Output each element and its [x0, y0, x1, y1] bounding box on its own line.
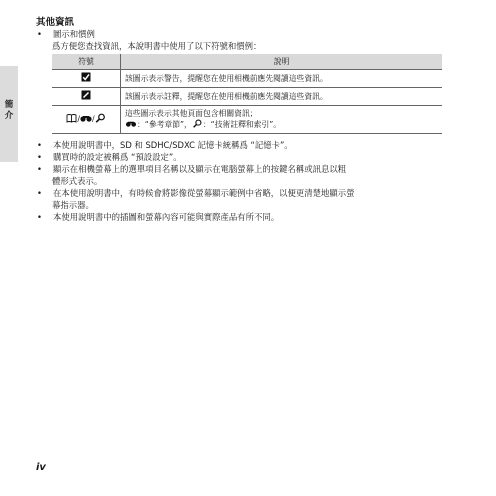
section-title: 其他資訊 [36, 17, 75, 28]
page-number: iv [36, 462, 46, 473]
note-pencil-icon [81, 90, 91, 103]
table-header-symbol: 符號 [52, 54, 121, 70]
bullet-dot: • [37, 140, 42, 150]
list-item-text: 本使用說明書中的插圖和螢幕內容可能與實際產品有所不同。 [53, 212, 280, 222]
caution-mark-icon [81, 72, 91, 85]
reference-desc-line1: 這些圖示表示其他頁面包含相關資訊； [125, 109, 258, 118]
symbols-table [52, 54, 442, 134]
table-header-description: 說明 [121, 54, 443, 70]
reference-chapter-text: ：“參考章節”， [137, 120, 192, 129]
bullet-dot: • [37, 164, 42, 174]
description-cell: 該圖示表示警告，提醒您在使用相機前應先閱讀這些資訊。 [121, 70, 443, 88]
list-item [36, 151, 466, 163]
list-item [36, 187, 466, 199]
magnifier-icon [192, 119, 203, 131]
bullet-dot: • [37, 152, 42, 162]
list-item [36, 163, 466, 175]
reference-desc-line2 [125, 119, 438, 131]
list-item-text: 顯示在相機螢幕上的選單項目名稱以及顯示在電腦螢幕上的按鍵名稱或訊息以粗 [53, 164, 347, 174]
list-item [36, 211, 466, 223]
list-item-continuation: 幕指示器。 [52, 200, 94, 210]
description-cell [121, 106, 443, 134]
list-item [36, 139, 466, 151]
intro-bullet-text: 圖示和慣例 [53, 29, 95, 39]
table-row [52, 70, 442, 88]
binoculars-icon [125, 119, 137, 131]
intro-bullet-subtext: 爲方便您查找資訊，本說明書中使用了以下符號和慣例： [52, 41, 262, 51]
slash-separator: / [77, 114, 80, 124]
magnifier-icon [95, 113, 106, 126]
list-item-text: 在本使用說明書中，有時候會將影像從螢幕顯示範例中省略，以便更清楚地顯示螢 [53, 188, 355, 198]
list-item-text: 購買時的設定被稱爲 “預設設定”。 [53, 152, 182, 162]
intro-bullet [36, 28, 466, 40]
bullet-dot: • [37, 212, 42, 222]
list-item-text: 本使用說明書中，SD 和 SDHC/SDXC 記憶卡統稱爲 “記憶卡”。 [53, 140, 293, 150]
list-item-continuation: 體形式表示。 [52, 176, 103, 186]
book-icon [66, 113, 77, 126]
side-section-label: 簡介 [4, 100, 14, 121]
table-row [52, 88, 442, 106]
symbol-cell [52, 70, 121, 88]
bullet-dot: • [37, 188, 42, 198]
symbol-cell [52, 88, 121, 106]
slash-separator: / [92, 114, 95, 124]
bullet-dot: • [37, 29, 42, 39]
binoculars-icon [80, 113, 92, 126]
symbol-cell [52, 106, 121, 134]
technical-notes-text: ：“技術註釋和索引”。 [202, 120, 282, 129]
description-cell: 該圖示表示註釋，提醒您在使用相機前應先閱讀這些資訊。 [121, 88, 443, 106]
table-row [52, 106, 442, 134]
table-header-row [52, 54, 442, 70]
